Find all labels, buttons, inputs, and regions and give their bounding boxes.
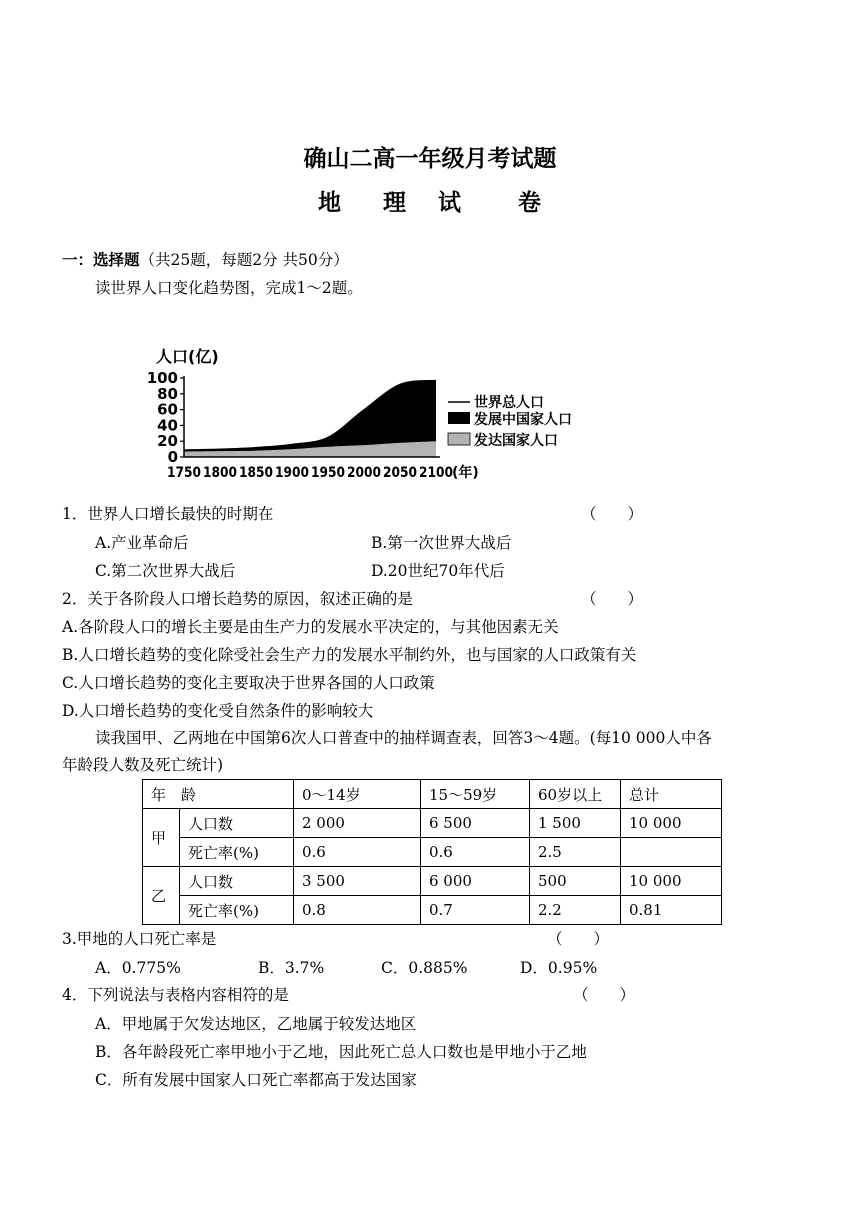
table-group-cell: 甲 bbox=[143, 809, 180, 867]
table-cell: 500 bbox=[530, 867, 621, 896]
table-cell bbox=[621, 838, 722, 867]
x-tick-label: 1900 bbox=[275, 465, 310, 481]
q1-stem: 1．世界人口增长最快的时期在 bbox=[62, 505, 274, 523]
table-cell: 10 000 bbox=[621, 809, 722, 838]
y-tick-label: 80 bbox=[157, 384, 178, 403]
intro-text-2b: 年龄段人数及死亡统计) bbox=[62, 756, 224, 774]
table-row bbox=[143, 838, 722, 867]
y-tick-label: 60 bbox=[157, 400, 178, 419]
table-cell: 0.8 bbox=[294, 896, 421, 925]
table-header-cell: 15～59岁 bbox=[421, 780, 530, 809]
x-tick-label: 2050 bbox=[383, 465, 418, 481]
x-tick-label: 1800 bbox=[203, 465, 238, 481]
q2-option-c: C.人口增长趋势的变化主要取决于世界各国的人口政策 bbox=[62, 674, 435, 692]
table-header-cell: 年 龄 bbox=[143, 780, 294, 809]
table-cell: 0.7 bbox=[421, 896, 530, 925]
x-tick-label: 2000 bbox=[347, 465, 382, 481]
q3-option-a: A．0.775% bbox=[95, 959, 181, 977]
q3-option-c: C．0.885% bbox=[381, 959, 468, 977]
q1-option-a: A.产业革命后 bbox=[95, 534, 189, 552]
q2-option-d: D.人口增长趋势的变化受自然条件的影响较大 bbox=[62, 702, 374, 720]
section-label: 一：选择题 bbox=[62, 250, 140, 269]
legend-developed-label: 发达国家人口 bbox=[474, 433, 558, 449]
section-note: （共25题，每题2分 共50分） bbox=[139, 251, 349, 269]
page-title: 确山二高一年级月考试题 bbox=[303, 146, 557, 172]
y-tick-label: 20 bbox=[157, 432, 178, 451]
table-cell: 10 000 bbox=[621, 867, 722, 896]
table-cell: 6 000 bbox=[421, 867, 530, 896]
y-tick-label: 40 bbox=[157, 416, 178, 435]
legend-total-label: 世界总人口 bbox=[474, 395, 544, 411]
table-cell: 3 500 bbox=[294, 867, 421, 896]
x-tick-label: 1750 bbox=[167, 465, 202, 481]
table-cell: 人口数 bbox=[180, 867, 294, 896]
subtitle-char-3: 试 bbox=[438, 190, 463, 216]
table-cell: 死亡率(%) bbox=[180, 896, 294, 925]
table-cell: 人口数 bbox=[180, 809, 294, 838]
q3-answer-paren: （ ） bbox=[547, 930, 610, 948]
q1-option-d: D.20世纪70年代后 bbox=[371, 562, 505, 580]
section-header bbox=[62, 248, 349, 270]
legend-developing-swatch bbox=[448, 412, 470, 424]
intro-text-1: 读世界人口变化趋势图，完成1～2题。 bbox=[95, 279, 363, 297]
legend-developing-label: 发展中国家人口 bbox=[474, 412, 572, 428]
q2-stem: 2．关于各阶段人口增长趋势的原因，叙述正确的是 bbox=[62, 590, 413, 608]
table-cell: 0.6 bbox=[421, 838, 530, 867]
q4-option-a: A．甲地属于欠发达地区，乙地属于较发达地区 bbox=[95, 1015, 417, 1033]
table-header-cell: 总计 bbox=[621, 780, 722, 809]
table-row bbox=[143, 809, 722, 838]
legend-developed-swatch bbox=[448, 433, 470, 445]
table-header-cell: 0～14岁 bbox=[294, 780, 421, 809]
table-row bbox=[143, 867, 722, 896]
table-cell: 0.81 bbox=[621, 896, 722, 925]
table-header-row bbox=[143, 780, 722, 809]
q4-stem: 4．下列说法与表格内容相符的是 bbox=[62, 986, 289, 1004]
q1-option-c: C.第二次世界大战后 bbox=[95, 562, 236, 580]
q2-option-b: B.人口增长趋势的变化除受社会生产力的发展水平制约外，也与国家的人口政策有关 bbox=[62, 646, 637, 664]
y-tick-label: 100 bbox=[146, 369, 178, 387]
table-cell: 0.6 bbox=[294, 838, 421, 867]
q3-option-d: D．0.95% bbox=[520, 959, 598, 977]
x-tick-label: 1850 bbox=[239, 465, 274, 481]
table-cell: 死亡率(%) bbox=[180, 838, 294, 867]
table-row bbox=[143, 896, 722, 925]
q1-answer-paren: （ ） bbox=[581, 505, 644, 523]
table-header-cell: 60岁以上 bbox=[530, 780, 621, 809]
q3-option-b: B．3.7% bbox=[258, 959, 325, 977]
q4-option-c: C．所有发展中国家人口死亡率都高于发达国家 bbox=[95, 1071, 417, 1089]
table-cell: 2.2 bbox=[530, 896, 621, 925]
y-tick-label: 0 bbox=[167, 448, 178, 466]
x-tick-label: 1950 bbox=[311, 465, 346, 481]
q1-option-b: B.第一次世界大战后 bbox=[371, 534, 512, 552]
x-tick-label: 2100 bbox=[419, 465, 454, 481]
q2-answer-paren: （ ） bbox=[581, 590, 644, 608]
table-cell: 2 000 bbox=[294, 809, 421, 838]
table-cell: 2.5 bbox=[530, 838, 621, 867]
subtitle-char-2: 理 bbox=[383, 190, 408, 216]
table-cell: 1 500 bbox=[530, 809, 621, 838]
subtitle-char-1: 地 bbox=[318, 190, 343, 216]
q2-option-a: A.各阶段人口的增长主要是由生产力的发展水平决定的，与其他因素无关 bbox=[62, 618, 559, 636]
chart-ylabel: 人口(亿) bbox=[156, 347, 219, 366]
population-table bbox=[142, 779, 722, 925]
q3-stem: 3.甲地的人口死亡率是 bbox=[62, 930, 217, 948]
intro-text-2: 读我国甲、乙两地在中国第6次人口普查中的抽样调查表，回答3～4题。(每10 000人中各 bbox=[95, 729, 712, 747]
table-cell: 6 500 bbox=[421, 809, 530, 838]
chart-xlabel: (年) bbox=[452, 465, 479, 481]
q4-answer-paren: （ ） bbox=[573, 986, 636, 1004]
table-group-cell: 乙 bbox=[143, 867, 180, 925]
q4-option-b: B．各年龄段死亡率甲地小于乙地，因此死亡总人口数也是甲地小于乙地 bbox=[95, 1043, 587, 1061]
population-chart bbox=[140, 336, 580, 486]
subtitle-char-4: 卷 bbox=[518, 190, 543, 216]
